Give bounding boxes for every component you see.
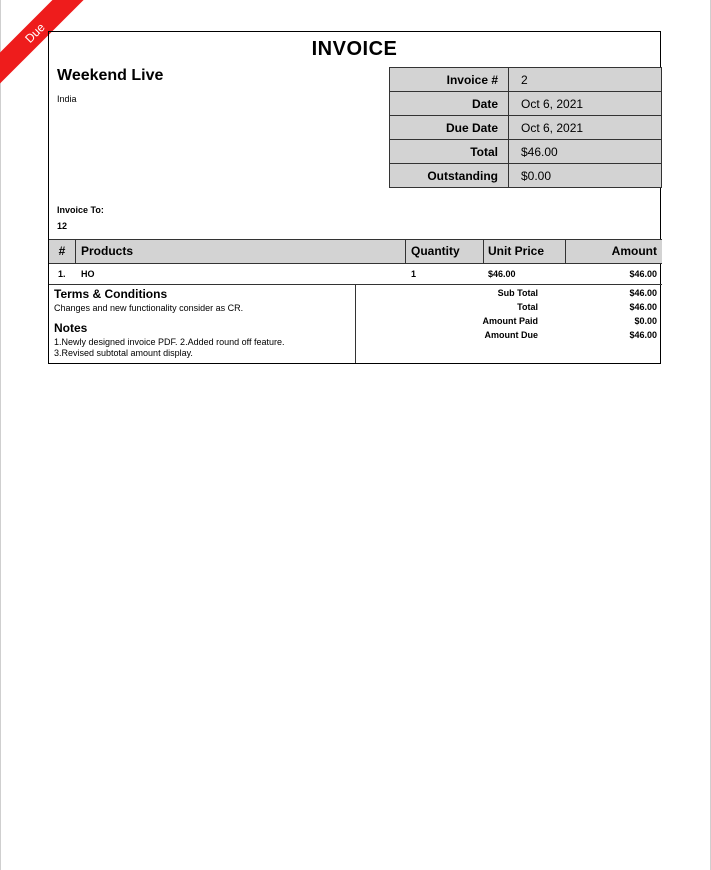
- item-unit-price: $46.00: [488, 269, 516, 279]
- total-value: $46.00: [629, 330, 657, 340]
- meta-value: $0.00: [509, 164, 662, 188]
- status-ribbon-label: Due: [0, 0, 89, 87]
- item-number: 1.: [58, 269, 66, 279]
- meta-value: 2: [509, 68, 662, 92]
- total-value: $0.00: [634, 316, 657, 326]
- terms-notes-box: [49, 284, 356, 364]
- meta-label: Invoice #: [390, 68, 509, 92]
- header-quantity: Quantity: [406, 240, 484, 263]
- meta-row-date: [390, 92, 662, 116]
- meta-row-due-date: [390, 116, 662, 140]
- meta-label: Date: [390, 92, 509, 116]
- meta-label: Total: [390, 140, 509, 164]
- items-table-header: [49, 239, 662, 264]
- meta-row-outstanding: [390, 164, 662, 188]
- meta-value: $46.00: [509, 140, 662, 164]
- company-country: India: [57, 94, 77, 104]
- total-label: Total: [517, 302, 538, 312]
- total-row-amount-due: [356, 328, 662, 342]
- item-quantity: 1: [411, 269, 417, 279]
- meta-row-total: [390, 140, 662, 164]
- total-label: Amount Due: [484, 330, 538, 340]
- total-value: $46.00: [629, 288, 657, 298]
- table-row: [49, 264, 662, 284]
- item-amount: $46.00: [629, 269, 657, 279]
- company-name: Weekend Live: [57, 67, 164, 84]
- total-row-subtotal: [356, 286, 662, 300]
- total-value: $46.00: [629, 302, 657, 312]
- total-label: Amount Paid: [482, 316, 538, 326]
- invoice-to-value: 12: [57, 221, 68, 231]
- meta-value: Oct 6, 2021: [509, 92, 662, 116]
- meta-label: Outstanding: [390, 164, 509, 188]
- notes-title: Notes: [54, 321, 88, 335]
- header-products: Products: [76, 240, 406, 263]
- total-label: Sub Total: [497, 288, 538, 298]
- header-amount: Amount: [611, 244, 657, 258]
- invoice-to-label: Invoice To:: [57, 205, 104, 215]
- meta-value: Oct 6, 2021: [509, 116, 662, 140]
- invoice-meta-table: [389, 67, 662, 188]
- page-edge-left: [0, 0, 1, 870]
- total-row-amount-paid: [356, 314, 662, 328]
- invoice-title: INVOICE: [311, 38, 398, 60]
- divider: [48, 363, 661, 364]
- total-row-total: [356, 300, 662, 314]
- invoice-document: [48, 31, 661, 364]
- notes-text: 1.Newly designed invoice PDF. 2.Added round off feature. 3.Revised subtotal amount display.: [54, 337, 285, 358]
- terms-title: Terms & Conditions: [54, 287, 168, 301]
- meta-row-invoice-number: [390, 68, 662, 92]
- header-number: #: [49, 240, 76, 263]
- terms-text: Changes and new functionality consider as CR.: [54, 303, 244, 313]
- item-product: HO: [81, 269, 95, 279]
- meta-label: Due Date: [390, 116, 509, 140]
- header-unit-price: Unit Price: [484, 240, 566, 263]
